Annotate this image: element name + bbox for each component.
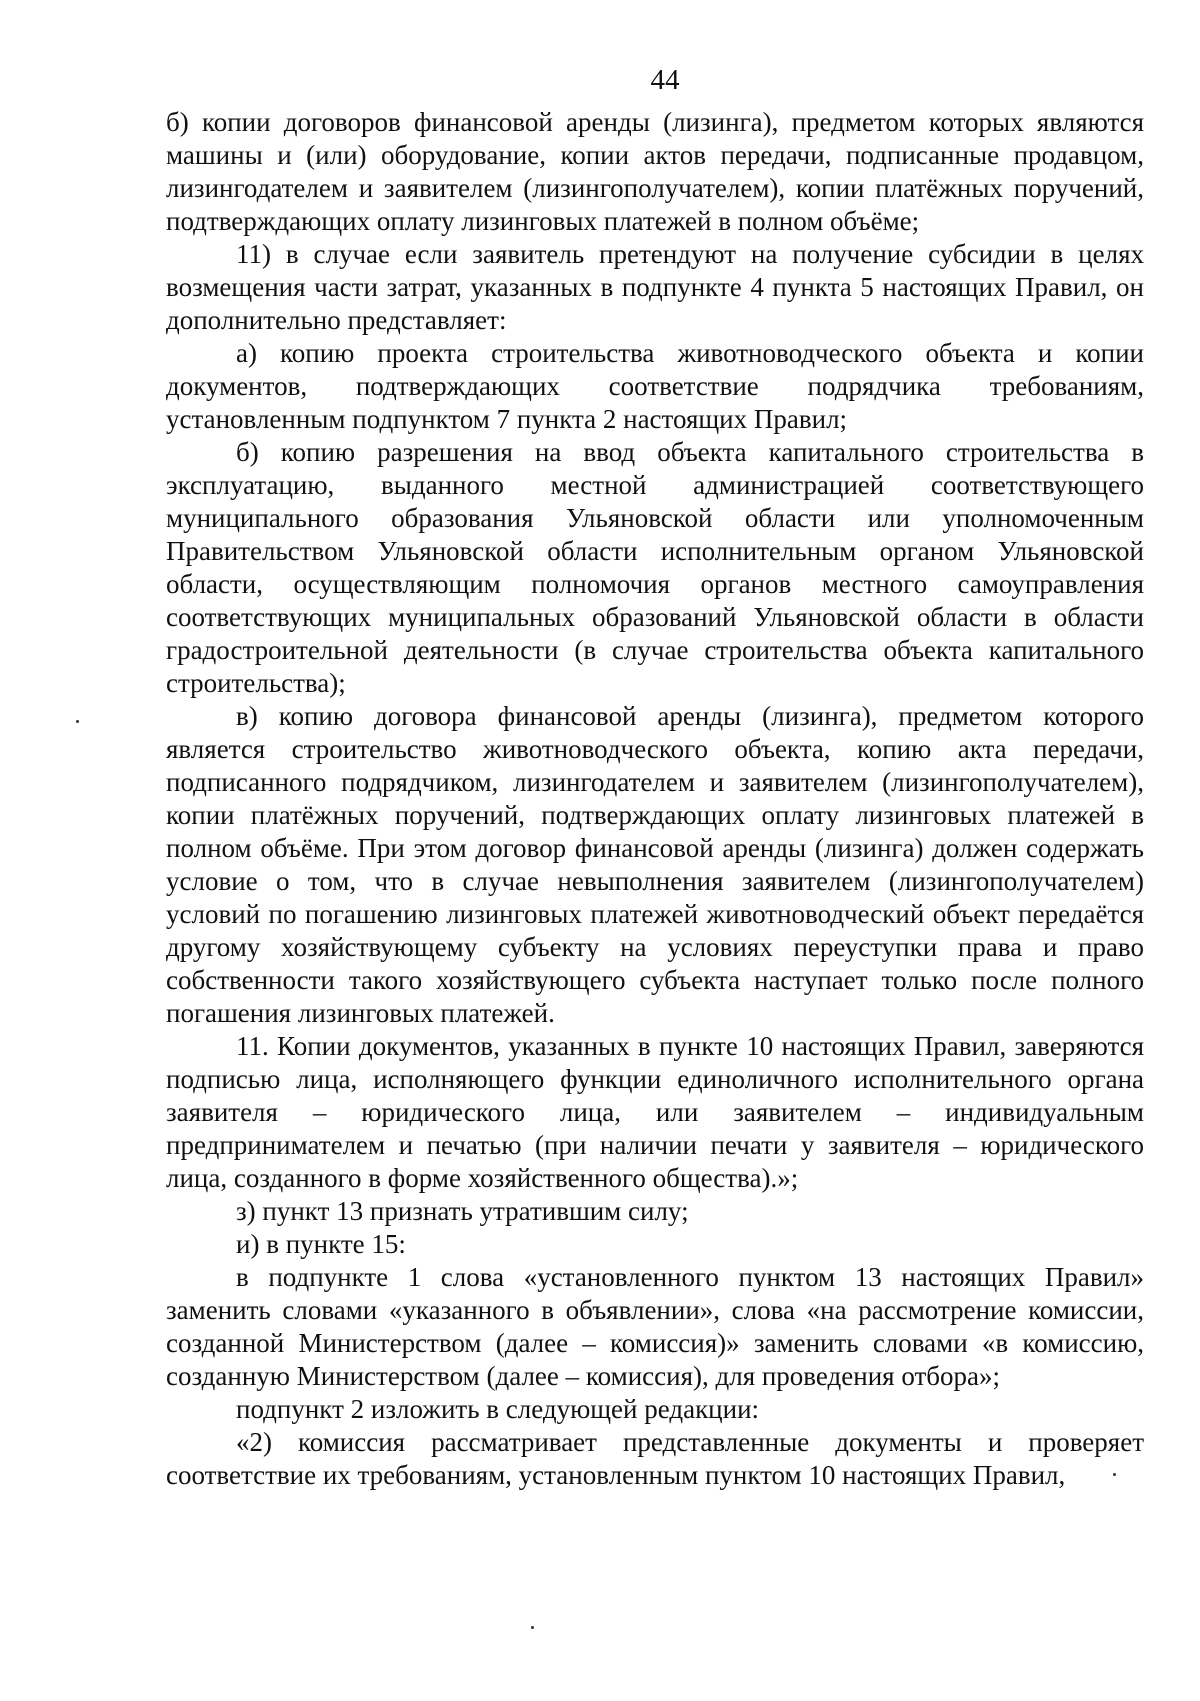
paragraph-subitem-1: в подпункте 1 слова «установленного пунктом 13 настоящих Правил» заменить словами «указанного в объявлении», слова «на рассмотрение комиссии, созданной Министерством (далее – комиссия)» заменить словами «в комиссию, созданную Министерством (далее – комиссия), для проведения отбора»;: [166, 1262, 1144, 1391]
paragraph-item-11: 11) в случае если заявитель претендуют на получение субсидии в целях возмещения части затрат, указанных в подпункте 4 пункта 5 настоящих Правил, он дополнительно представляет:: [166, 239, 1144, 335]
document-page: [166, 62, 1144, 1492]
paragraph-subitem-2: подпункт 2 изложить в следующей редакции:: [236, 1394, 760, 1424]
paragraph-item-z: з) пункт 13 признать утратившим силу;: [236, 1196, 689, 1226]
scan-speck: [531, 1626, 534, 1629]
page-number: 44: [650, 64, 680, 96]
paragraph-item-11-a: а) копию проекта строительства животноводческого объекта и копии документов, подтверждающих соответствие подрядчика требованиям, установленным подпунктом 7 пункта 2 настоящих Правил;: [166, 338, 1144, 434]
paragraph-item-11-b: б) копию разрешения на ввод объекта капитального строительства в эксплуатацию, выданного местной администрацией соответствующего муниципального образования Ульяновской области или уполномоченным Правительством Ульяновской области исполнительным органом Ульяновской области, осуществляющим полномочия органов местного самоуправления соответствующих муниципальных образований Ульяновской области в области градостроительной деятельности (в случае строительства объекта капитального строительства);: [166, 437, 1144, 698]
paragraph-item-11-v: в) копию договора финансовой аренды (лизинга), предметом которого является строительство животноводческого объекта, копию акта передачи, подписанного подрядчиком, лизингодателем и заявителем (лизингополучателем), копии платёжных поручений, подтверждающих оплату лизинговых платежей в полном объёме. При этом договор финансовой аренды (лизинга) должен содержать условие о том, что в случае невыполнения заявителем (лизингополучателем) условий по погашению лизинговых платежей животноводческий объект передаётся другому хозяйствующему субъекту на условиях переуступки права и право собственности такого хозяйствующего субъекта наступает только после полного погашения лизинговых платежей.: [166, 701, 1144, 1028]
paragraph-quoted-item-2: «2) комиссия рассматривает представленные документы и проверяет соответствие их требованиям, установленным пунктом 10 настоящих Правил,: [166, 1427, 1144, 1490]
paragraph-item-i: и) в пункте 15:: [236, 1229, 406, 1259]
document-body: [166, 106, 1144, 1492]
paragraph-lease-copies: б) копии договоров финансовой аренды (лизинга), предметом которых являются машины и (или) оборудование, копии актов передачи, подписанные продавцом, лизингодателем и заявителем (лизингополучателем), копии платёжных поручений, подтверждающих оплату лизинговых платежей в полном объёме;: [166, 107, 1144, 236]
scan-speck: [1113, 1473, 1116, 1476]
paragraph-clause-11: 11. Копии документов, указанных в пункте 10 настоящих Правил, заверяются подписью лица, исполняющего функции единоличного исполнительного органа заявителя – юридического лица, или заявителем – индивидуальным предпринимателем и печатью (при наличии печати у заявителя – юридического лица, созданного в форме хозяйственного общества).»;: [166, 1031, 1144, 1193]
scan-speck: [76, 720, 79, 723]
